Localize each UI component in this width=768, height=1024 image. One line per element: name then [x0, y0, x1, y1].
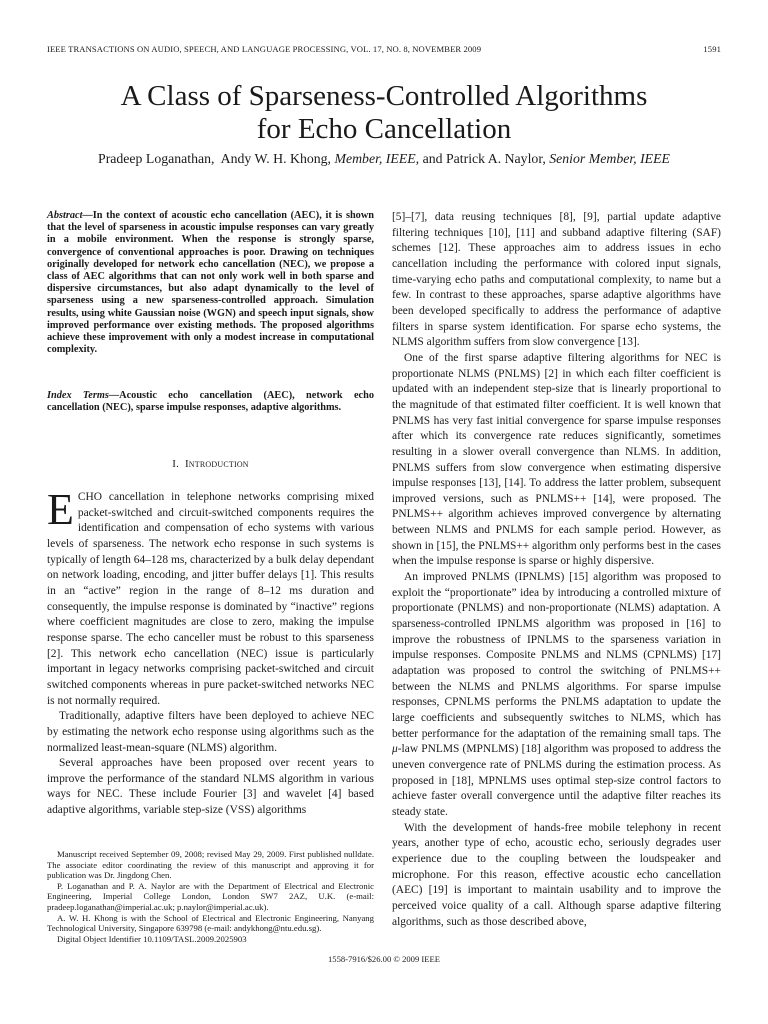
footnote-affiliation-2: A. W. H. Khong is with the School of Electrical and Electronic Engineering, Nanyang Technological University, Singapore 639798 (e-mail: andykhong@ntu.edu.sg). [47, 912, 374, 934]
author-3: Patrick A. Naylor, [445, 151, 546, 166]
footnote-manuscript: Manuscript received September 09, 2008; revised May 29, 2009. First published nulldate. The associate editor coordinating the review of this manuscript and approving it for publication was Dr. Jingdong Chen. [47, 849, 374, 881]
title-line-2: for Echo Cancellation [256, 113, 512, 145]
abstract-label: Abstract— [47, 210, 93, 221]
right-paragraph-2: One of the first sparse adaptive filtering algorithms for NEC is proportionate NLMS (PNLMS) [2] in which each filter coefficient is updated with an independent step-size that is linearly proportional to the magnitude of that estimated filter coefficient. It is well known that PNLMS has very fast initial convergence for sparse impulse responses after which its convergence rate reduces significantly, sometimes resulting in a slower overall convergence than NLMS. In addition, PNLMS suffers from slow convergence when estimating dispersive impulse responses [13], [14]. To address the latter problem, subsequent improved versions, such as PNLMS++ [14], were proposed. The PNLMS++ algorithm achieves improved convergence by alternating between NLMS and PNLMS for each sample period. However, as shown in [15], the PNLMS++ algorithm only performs best in the cases when the impulse response is sparse or highly dispersive. [392, 351, 721, 568]
section-title: Introduction [184, 458, 249, 470]
title-line-1: A Class of Sparseness-Controlled Algorithms [120, 80, 648, 112]
copyright-line: 1558-7916/$26.00 © 2009 IEEE [327, 954, 441, 964]
author-2: Andy W. H. Khong, [220, 151, 332, 166]
right-paragraph-3a: An improved PNLMS (IPNLMS) [15] algorithm was proposed to exploit the “proportionate” idea by introducing a controlled mixture of proportionate (PNLMS) and non-proportionate (NLMS) adaptation. A sparseness-controlled IPNLMS algorithm was proposed in [16] to improve the robustness of IPNLMS to the sparseness variation in impulse responses. Composite PNLMS and NLMS (CPNLMS) [17] adaptation was proposed to control the switching of PNLMS++ between the NLMS and PNLMS algorithms. For sparse impulse responses, CPNLMS performs the PNLMS adaptation to update the large coefficients and subsequently switches to NLMS, which has better performance for the adaptation of the remaining small taps. The [392, 571, 721, 740]
intro-paragraph-2: Traditionally, adaptive filters have been deployed to achieve NEC by estimating the network echo response using algorithms such as the normalized least-mean-square (NLMS) algorithm. [47, 710, 374, 754]
journal-name: IEEE TRANSACTIONS ON AUDIO, SPEECH, AND LANGUAGE PROCESSING, VOL. 17, NO. 8, NOVEMBER 2009 [47, 44, 482, 54]
footnote-affiliation-1: P. Loganathan and P. A. Naylor are with the Department of Electrical and Electronic Engineering, Imperial College London, London SW7 2AZ, U.K. (e-mail: pradeep.loganathan@imperial.ac.uk; p.naylor@imperial.ac.uk). [47, 880, 374, 912]
author-list [40, 151, 728, 167]
section-numeral: I. [172, 458, 180, 470]
intro-paragraph [47, 485, 374, 709]
introduction-text [47, 485, 374, 819]
right-paragraph-1: [5]–[7], data reusing techniques [8], [9], partial update adaptive filtering techniques [10], [11] and subband adaptive filtering (SAF) schemes [12]. These approaches aim to address issues in echo cancellation including the performance with colored input signals, time-varying echo paths and computational complexity, to name but a few. In contrast to these approaches, sparse adaptive algorithms have been developed specifically to address the performance of adaptive filters in sparse system identification. For sparse echo systems, the NLMS algorithm suffers from slow convergence [13]. [392, 211, 721, 349]
right-column-text [392, 210, 721, 930]
abstract-text: In the context of acoustic echo cancellation (AEC), it is shown that the level of sparseness in acoustic impulse responses can vary greatly in a mobile environment. When the response is strongly sparse, convergence of conventional approaches is poor. Drawing on techniques originally developed for network echo cancellation (NEC), we propose a class of AEC algorithms that can not only work well in both sparse and dispersive circumstances, but also adapt dynamically to the level of sparseness using a new sparseness-controlled approach. Simulation results, using white Gaussian noise (WGN) and speech input signals, show improved performance over existing methods. The proposed algorithms achieve these improvement with only a modest increase in computational complexity. [47, 210, 374, 356]
paper-title [40, 80, 728, 146]
right-paragraph-3b: -law PNLMS (MPNLMS) [18] algorithm was proposed to address the uneven convergence rate of PNLMS during the estimation process. As proposed in [18], MPNLMS uses optimal step-size control factors to achieve faster overall convergence until the adaptive filter reaches its steady state. [392, 743, 721, 818]
index-terms [47, 390, 374, 414]
section-heading [47, 458, 374, 470]
right-paragraph-4: With the development of hands-free mobile telephony in recent years, another type of echo, acoustic echo, seriously degrades user experience due to the coupling between the loudspeaker and microphone. For this reason, effective acoustic echo cancellation (AEC) [19] is important to maintain usability and to improve the perceived voice quality of a call. Although sparse adaptive filtering algorithms, such as those described above, [392, 821, 721, 928]
page-number: 1591 [703, 44, 721, 54]
author-1: Pradeep Loganathan, [98, 151, 215, 166]
index-terms-text: Acoustic echo cancellation (AEC), network echo cancellation (NEC), sparse impulse responses, adaptive algorithms. [47, 390, 374, 414]
footnote-doi: Digital Object Identifier 10.1109/TASL.2009.2025903 [57, 933, 247, 944]
intro-paragraph-3: Several approaches have been proposed over recent years to improve the performance of the standard NLMS algorithm in various ways for NEC. These include Fourier [3] and wavelet [4] based adaptive algorithms, variable step-size (VSS) algorithms [47, 757, 374, 817]
author-3-role: Senior Member, IEEE [549, 151, 670, 166]
right-paragraph-3 [392, 570, 721, 821]
author-2-role: Member, IEEE, [334, 151, 420, 166]
footnote [47, 849, 374, 944]
index-terms-label: Index Terms— [47, 390, 120, 401]
author-conjunction: and [422, 151, 443, 166]
mu-symbol: μ [392, 743, 398, 756]
drop-cap: E [47, 485, 74, 534]
abstract [47, 210, 374, 356]
intro-paragraph-1-text: CHO cancellation in telephone networks comprising mixed packet-switched and circuit-switched components requires the identification and compensation of echo systems with various levels of sparseness. The network echo response in such systems is typically of length 64–128 ms, characterized by a bulk delay dependant on network loading, encoding, and jitter buffer delays [1]. This results in an “active” region in the range of 8–12 ms duration and consequently, the impulse response is dominated by “inactive” regions where coefficient magnitudes are close to zero, making the impulse response sparse. The echo canceller must be robust to this sparseness [2]. This network echo cancellation (NEC) issue is particularly important in legacy networks comprising packet-switched and circuit switched components whereas in pure packet-switched networks NEC is not normally required. [47, 491, 374, 707]
